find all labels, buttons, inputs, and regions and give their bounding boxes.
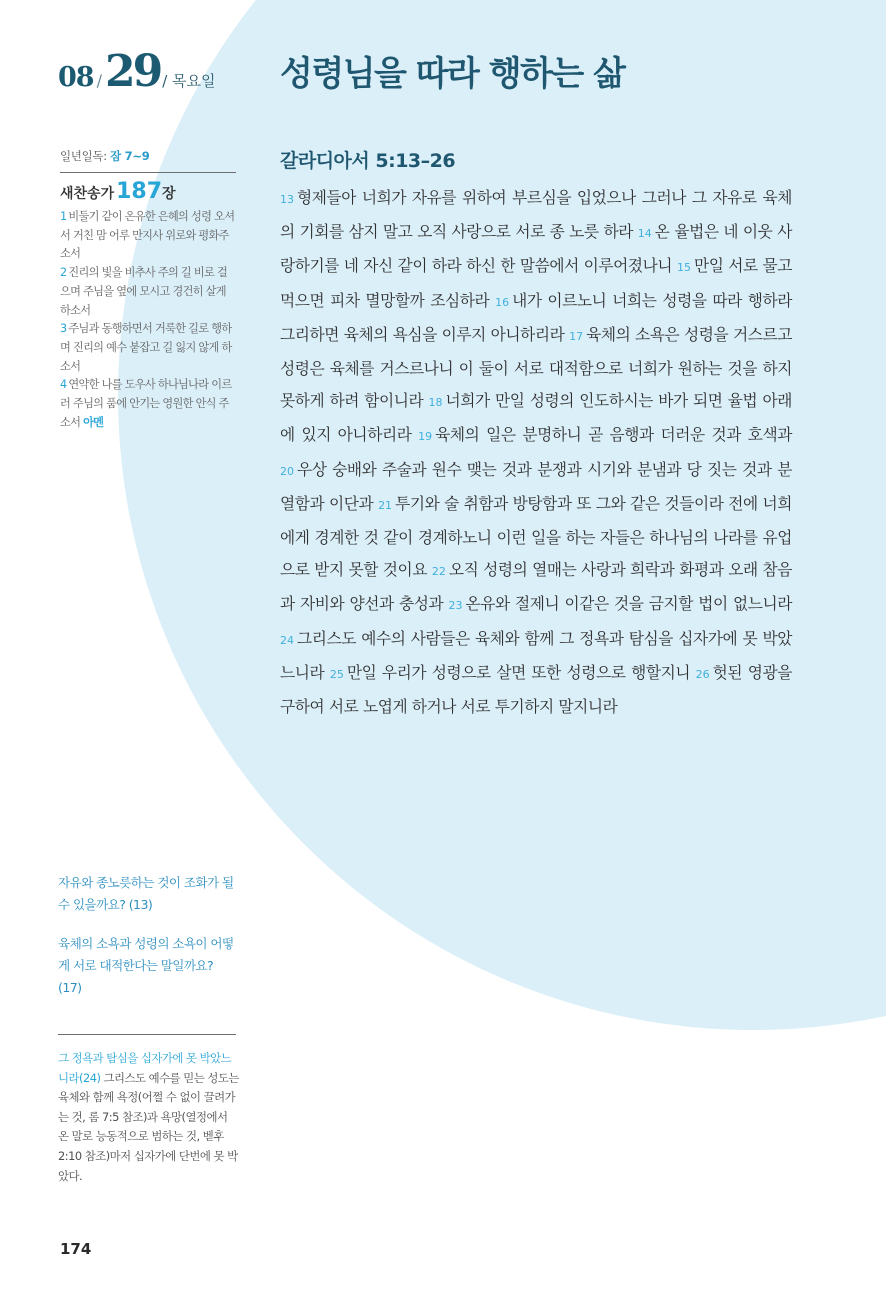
verse-number: 15 <box>676 261 691 275</box>
verse-text: 너희가 만일 성령의 인도하시는 바가 되면 율법 아래에 있지 아니하리라 <box>280 391 792 445</box>
commentary-note <box>58 1049 241 1186</box>
hymn-stanza <box>60 376 236 432</box>
verse-number: 23 <box>448 599 463 613</box>
note-highlight: 그 정욕과 탐심을 십자가에 못 박았느니라(24) <box>58 1051 232 1085</box>
verse-text: 헛된 영광을 구하여 서로 노엽게 하거나 서로 투기하지 말지니라 <box>280 662 793 717</box>
scripture-reference: 갈라디아서 5:13–26 <box>280 150 456 172</box>
sidebar <box>60 148 236 432</box>
verse-text: 내가 이르노니 너희는 성령을 따라 행하라 그리하면 육체의 욕심을 이루지 아니하리라 <box>280 290 792 344</box>
verse-text: 형제들아 너희가 자유를 위하여 부르심을 입었으나 그러나 그 자유로 육체의 기회를 삼지 말고 오직 사랑으로 서로 종 노릇 하라 <box>280 188 792 242</box>
page-title: 성령님을 따라 행하는 삶 <box>280 54 625 94</box>
verse-number: 25 <box>329 667 344 681</box>
date-day: 29 <box>104 46 161 97</box>
hymn-label: 새찬송가 <box>60 186 115 202</box>
verse-number: 16 <box>495 295 510 309</box>
amen-text: 아멘 <box>83 415 104 429</box>
verse-text: 육체의 소욕은 성령을 거스르고 성령은 육체를 거스르나니 이 둘이 서로 대적함으로 너희가 원하는 것을 하지 못하게 하려 함이니라 <box>280 324 792 411</box>
hymn-stanza <box>60 320 236 376</box>
hymn-stanza <box>60 264 236 320</box>
hymn-lyrics <box>60 208 236 432</box>
hymn-stanza <box>60 208 236 264</box>
verse-text: 우상 숭배와 주술과 원수 맺는 것과 분쟁과 시기와 분냄과 당 짓는 것과 분열함과 이단과 <box>280 459 792 513</box>
verse-text: 온 율법은 네 이웃 사랑하기를 네 자신 같이 하라 하신 한 말씀에서 이루어졌나니 <box>280 222 792 276</box>
question-item: 육체의 소욕과 성령의 소욕이 어떻게 서로 대적한다는 말일까요? (17) <box>58 936 234 995</box>
stanza-number: 1 <box>60 210 67 223</box>
stanza-text: 주님과 동행하면서 거룩한 길로 행하며 진리의 예수 붙잡고 길 잃지 않게 하소서 <box>60 322 232 373</box>
stanza-text: 비둘기 같이 온유한 은혜의 성령 오셔서 거친 맘 어루 만지사 위로와 평화주소서 <box>60 210 235 261</box>
stanza-text: 연약한 나를 도우사 하나님나라 이르러 주님의 품에 안기는 영원한 안식 주소서 <box>60 378 232 429</box>
question-item: 자유와 종노릇하는 것이 조화가 될 수 있을까요? (13) <box>58 875 234 912</box>
hymn-suffix: 장 <box>162 186 176 202</box>
verse-text: 투기와 술 취함과 방탕함과 또 그와 같은 것들이라 전에 너희에게 경계한 것 같이 경계하노니 이런 일을 하는 자들은 하나님의 나라를 유업으로 받지 못할 것이요 <box>280 493 792 580</box>
stanza-number: 3 <box>60 322 67 336</box>
verse-text: 육체의 일은 분명하니 곧 음행과 더러운 것과 호색과 <box>435 425 792 445</box>
yearly-reading-label: 일년일독: <box>60 149 107 163</box>
divider <box>58 1034 236 1035</box>
verse-number: 13 <box>280 193 294 206</box>
verse-number: 18 <box>428 396 443 410</box>
verse-text: 만일 우리가 성령으로 살면 또한 성령으로 행할지니 <box>346 662 691 682</box>
note-text: 그리스도 예수를 믿는 성도는 육체와 함께 욕정(어쩔 수 없이 끌려가는 것, 롬 7:5 참조)과 욕망(열정에서 온 말로 능동적으로 범하는 것, 벧후 2:10 참조)마저 십자가에 단번에 못 박았다. <box>58 1070 239 1183</box>
page-number: 174 <box>60 1240 92 1258</box>
verse-number: 26 <box>695 667 710 681</box>
verse-number: 20 <box>280 464 294 478</box>
verse-number: 19 <box>418 430 433 444</box>
stanza-text: 진리의 빛을 비추사 주의 길 비로 걸으며 주님을 옆에 모시고 경건히 살게 하소서 <box>60 266 228 317</box>
verse-text: 만일 서로 물고 먹으면 피차 멸망할까 조심하라 <box>280 256 792 310</box>
stanza-number: 2 <box>60 266 67 280</box>
verse-text: 그리스도 예수의 사람들은 육체와 함께 그 정욕과 탐심을 십자가에 못 박았느니라 <box>280 628 792 682</box>
yearly-reading-ref: 잠 7~9 <box>110 149 150 163</box>
yearly-reading <box>60 148 236 164</box>
scripture-text <box>280 182 792 723</box>
verse-number: 14 <box>637 227 652 241</box>
verse-text: 온유와 절제니 이같은 것을 금지할 법이 없느니라 <box>465 594 792 614</box>
date-month: 08 <box>58 62 94 93</box>
verse-number: 17 <box>569 329 584 343</box>
stanza-number: 4 <box>60 378 67 392</box>
divider <box>60 172 236 173</box>
verse-number: 24 <box>280 633 294 647</box>
hymn-heading <box>60 179 236 204</box>
hymn-number: 187 <box>116 179 163 204</box>
verse-number: 21 <box>378 498 393 512</box>
reflection-questions <box>58 872 238 1016</box>
verse-number: 22 <box>431 565 446 579</box>
date-weekday: / 목요일 <box>162 72 216 90</box>
date-separator: / <box>96 71 102 90</box>
date-header <box>58 46 216 96</box>
verse-text: 오직 성령의 열매는 사랑과 희락과 화평과 오래 참음과 자비와 양선과 충성과 <box>280 560 792 614</box>
